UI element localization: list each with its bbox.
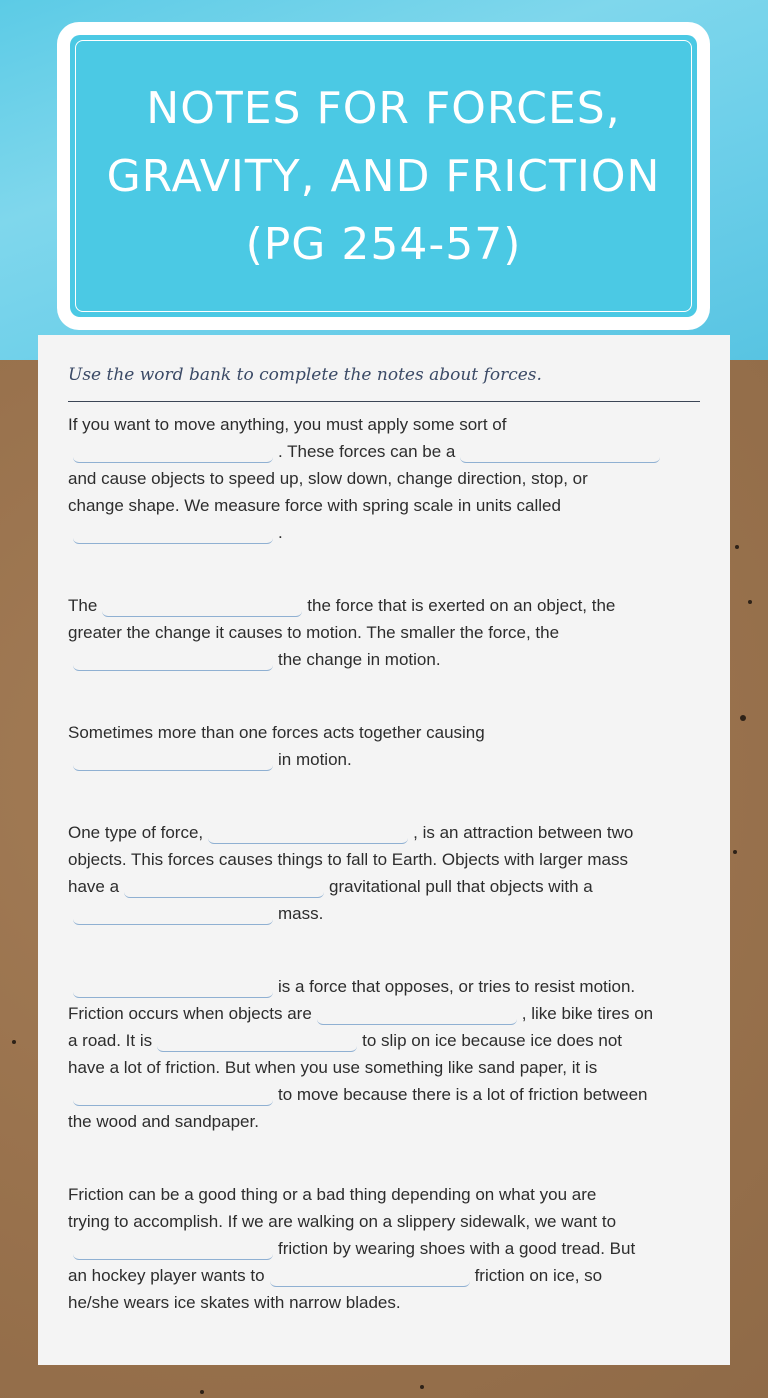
paragraph-text: . [278, 523, 283, 542]
fill-in-blank[interactable] [317, 1004, 517, 1025]
paragraph-text: have a [68, 877, 120, 896]
paragraph-text: , is an attraction between two [413, 823, 634, 842]
title-line-2: GRAVITY, AND FRICTION [106, 151, 661, 202]
paragraph-text: change shape. We measure force with spring scale in units called [68, 496, 561, 515]
paragraph-text: an hockey player wants to [68, 1266, 265, 1285]
fill-in-blank[interactable] [73, 977, 273, 998]
paragraph-text: One type of force, [68, 823, 204, 842]
speck [735, 545, 739, 549]
paragraph-text: to move because there is a lot of friction between [278, 1085, 648, 1104]
paragraph-6 [68, 1181, 708, 1316]
paragraph-2 [68, 592, 708, 673]
paragraph-text: Friction can be a good thing or a bad thing depending on what you are [68, 1185, 597, 1204]
fill-in-blank[interactable] [124, 877, 324, 898]
paragraph-text: the change in motion. [278, 650, 441, 669]
paragraph-text: Sometimes more than one forces acts together causing [68, 723, 485, 742]
paragraph-text: Friction occurs when objects are [68, 1004, 312, 1023]
paragraph-text: objects. This forces causes things to fall to Earth. Objects with larger mass [68, 850, 628, 869]
notes-body [68, 411, 708, 1362]
paragraph-text: If you want to move anything, you must apply some sort of [68, 415, 507, 434]
title-line-3: (PG 254-57) [245, 219, 522, 270]
paragraph-text: the force that is exerted on an object, the [307, 596, 616, 615]
divider [68, 401, 700, 402]
paragraph-text: greater the change it causes to motion. The smaller the force, the [68, 623, 560, 642]
fill-in-blank[interactable] [73, 523, 273, 544]
paragraph-text: is a force that opposes, or tries to resist motion. [278, 977, 636, 996]
fill-in-blank[interactable] [460, 442, 660, 463]
fill-in-blank[interactable] [73, 1239, 273, 1260]
paragraph-text: in motion. [278, 750, 352, 769]
speck [12, 1040, 16, 1044]
paragraph-5 [68, 973, 708, 1135]
fill-in-blank[interactable] [73, 650, 273, 671]
title-banner [70, 35, 697, 317]
paragraph-text: , like bike tires on [521, 1004, 654, 1023]
fill-in-blank[interactable] [73, 904, 273, 925]
fill-in-blank[interactable] [208, 823, 408, 844]
speck [200, 1390, 204, 1394]
page-title [70, 75, 697, 279]
paragraph-text: friction by wearing shoes with a good tread. But [278, 1239, 636, 1258]
speck [420, 1385, 424, 1389]
fill-in-blank[interactable] [270, 1266, 470, 1287]
paragraph-text: mass. [278, 904, 324, 923]
worksheet-card [38, 335, 730, 1365]
fill-in-blank[interactable] [157, 1031, 357, 1052]
paragraph-text: The [68, 596, 98, 615]
paragraph-text: . These forces can be a [278, 442, 456, 461]
paragraph-text: the wood and sandpaper. [68, 1112, 259, 1131]
paragraph-text: a road. It is [68, 1031, 153, 1050]
fill-in-blank[interactable] [73, 750, 273, 771]
paragraph-text: friction on ice, so [474, 1266, 603, 1285]
fill-in-blank[interactable] [73, 442, 273, 463]
paragraph-4 [68, 819, 708, 927]
speck [748, 600, 752, 604]
paragraph-3 [68, 719, 708, 773]
fill-in-blank[interactable] [102, 596, 302, 617]
paragraph-text: and cause objects to speed up, slow down, change direction, stop, or [68, 469, 588, 488]
fill-in-blank[interactable] [73, 1085, 273, 1106]
paragraph-text: gravitational pull that objects with a [329, 877, 593, 896]
paragraph-1 [68, 411, 708, 546]
paragraph-text: trying to accomplish. If we are walking on a slippery sidewalk, we want to [68, 1212, 617, 1231]
speck [733, 850, 737, 854]
paragraph-text: he/she wears ice skates with narrow blades. [68, 1293, 401, 1312]
instructions: Use the word bank to complete the notes about forces. [68, 365, 542, 385]
paragraph-text: have a lot of friction. But when you use something like sand paper, it is [68, 1058, 598, 1077]
title-line-1: NOTES FOR FORCES, [146, 83, 621, 134]
paragraph-text: to slip on ice because ice does not [362, 1031, 622, 1050]
speck [740, 715, 746, 721]
